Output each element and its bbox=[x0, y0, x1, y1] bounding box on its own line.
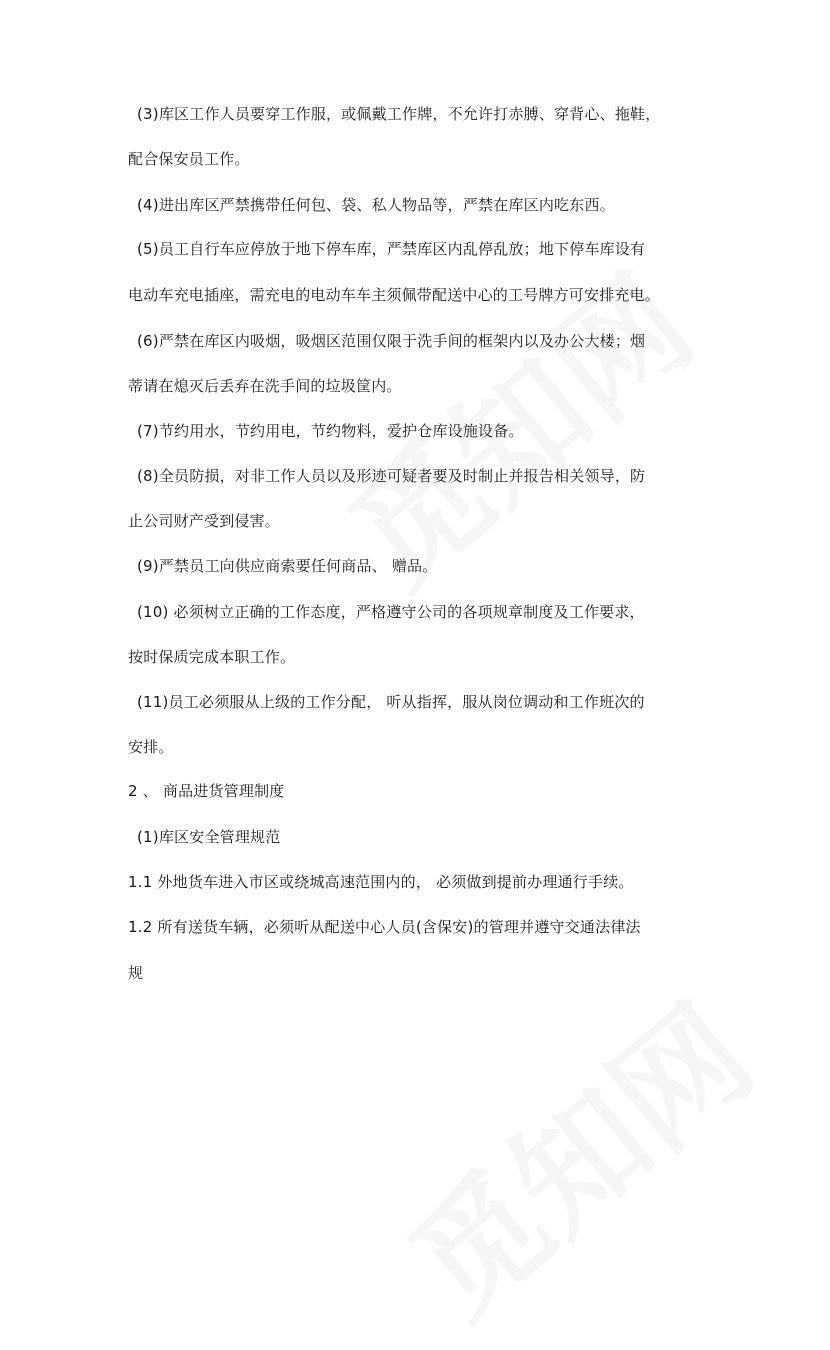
paragraph-line: 1.1 外地货车进入市区或绕城高速范围内的， 必须做到提前办理通行手续。 bbox=[128, 873, 634, 891]
paragraph-line: 电动车充电插座，需充电的电动车车主须佩带配送中心的工号牌方可安排充电。 bbox=[128, 286, 661, 304]
paragraph-line: 蒂请在熄灭后丢弃在洗手间的垃圾筐内。 bbox=[128, 377, 402, 395]
paragraph-line: (11)员工必须服从上级的工作分配， 听从指挥，服从岗位调动和工作班次的 bbox=[137, 693, 645, 711]
paragraph-line: (5)员工自行车应停放于地下停车库，严禁库区内乱停乱放；地下停车库设有 bbox=[137, 240, 646, 258]
paragraph-line: 1.2 所有送货车辆，必须听从配送中心人员(含保安)的管理并遵守交通法律法 bbox=[128, 918, 641, 936]
paragraph-line: (7)节约用水，节约用电，节约物料，爱护仓库设施设备。 bbox=[137, 422, 524, 440]
paragraph-line: (9)严禁员工向供应商索要任何商品、 赠品。 bbox=[137, 557, 438, 575]
paragraph-line: (4)进出库区严禁携带任何包、袋、私人物品等，严禁在库区内吃东西。 bbox=[137, 196, 615, 214]
paragraph-line: (10) 必须树立正确的工作态度，严格遵守公司的各项规章制度及工作要求， bbox=[137, 603, 645, 621]
watermark bbox=[366, 957, 785, 1350]
paragraph-line: (8)全员防损，对非工作人员以及形迹可疑者要及时制止并报告相关领导，防 bbox=[137, 467, 646, 485]
paragraph-line: 规 bbox=[128, 964, 144, 982]
paragraph-line: 安排。 bbox=[128, 738, 174, 756]
paragraph-line: 配合保安员工作。 bbox=[128, 150, 250, 168]
subsection-heading: (1)库区安全管理规范 bbox=[137, 828, 281, 846]
paragraph-line: 按时保质完成本职工作。 bbox=[128, 648, 296, 666]
paragraph-line: (6)严禁在库区内吸烟，吸烟区范围仅限于洗手间的框架内以及办公大楼；烟 bbox=[137, 332, 646, 350]
paragraph-line: 止公司财产受到侵害。 bbox=[128, 512, 281, 530]
paragraph-line: (3)库区工作人员要穿工作服，或佩戴工作牌，不允许打赤膊、穿背心、拖鞋， bbox=[137, 105, 661, 123]
section-heading: 2 、 商品进货管理制度 bbox=[128, 782, 285, 800]
